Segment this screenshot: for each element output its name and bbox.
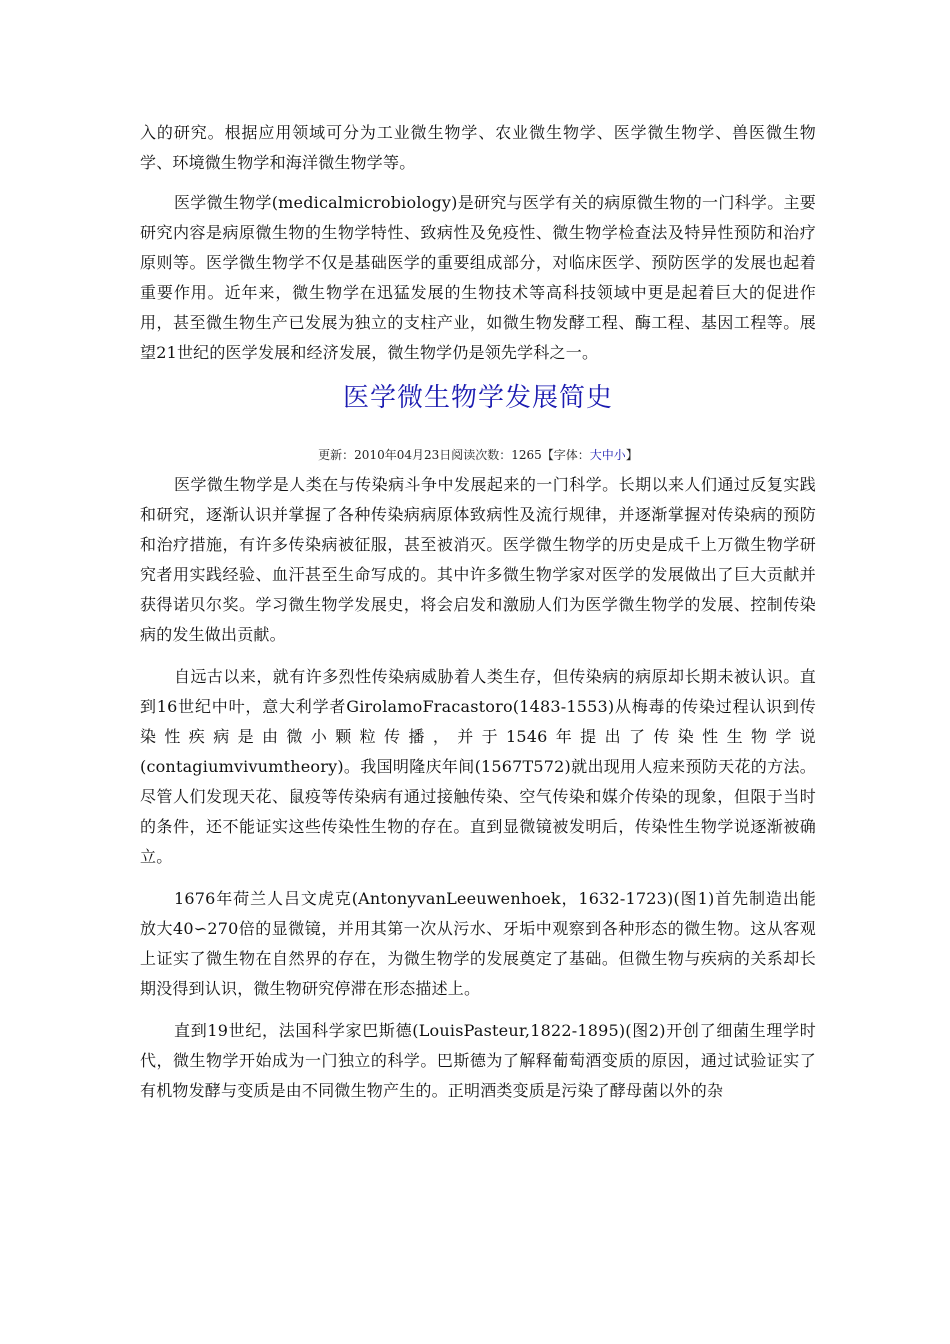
paragraph-pasteur: 直到19世纪，法国科学家巴斯德(LouisPasteur,1822-1895)(图2)开创了细菌生理学时代，微生物学开始成为一门独立的科学。巴斯德为了解释葡萄酒变质的原因，通过试验证实了有机物发酵与变质是由不同微生物产生的。正明酒类变质是污染了酵母菌以外的杂 — [140, 1021, 816, 1100]
paragraph-history-intro: 医学微生物学是人类在与传染病斗争中发展起来的一门科学。长期以来人们通过反复实践和研究，逐渐认识并掌握了各种传染病病原体致病性及流行规律，并逐渐掌握对传染病的预防和治疗措施，有许多传染病被征服，甚至被消灭。医学微生物学的历史是成千上万微生物学研究者用实践经验、血汗甚至生命写成的。其中许多微生物学家对医学的发展做出了巨大贡献并获得诺贝尔奖。学习微生物学发展史，将会启发和激励人们为医学微生物学的发展、控制传染病的发生做出贡献。 — [140, 475, 816, 644]
meta-update-and-views: 更新：2010年04月23日阅读次数：1265【字体： — [318, 448, 590, 462]
paragraph-ancient-epidemics: 自远古以来，就有许多烈性传染病威胁着人类生存，但传染病的病原却长期未被认识。直到16世纪中叶，意大利学者GirolamoFracastoro(1483-1553)从梅毒的传染过程认识到传染性疾病是由微小颗粒传播，并于1546年提出了传染性生物学说(contagiumvivumtheory)。我国明隆庆年间(1567T572)就出现用人痘来预防天花的方法。尽管人们发现天花、鼠疫等传染病有通过接触传染、空气传染和媒介传染的现象，但限于当时的条件，还不能证实这些传染性生物的存在。直到显微镜被发明后，传染性生物学说逐渐被确立。 — [140, 667, 816, 866]
meta-close-bracket: 】 — [625, 448, 638, 462]
document-page — [140, 118, 816, 1106]
font-size-links[interactable]: 大中小 — [589, 448, 626, 462]
paragraph-leeuwenhoek: 1676年荷兰人吕文虎克(AntonyvanLeeuwenhoek，1632-1723)(图1)首先制造出能放大40∽270倍的显微镜，并用其第一次从污水、牙垢中观察到各种形态的微生物。这从客观上证实了微生物在自然界的存在，为微生物学的发展奠定了基础。但微生物与疾病的关系却长期没得到认识，微生物研究停滞在形态描述上。 — [140, 889, 816, 998]
paragraph-medical-microbiology-definition: 医学微生物学(medicalmicrobiology)是研究与医学有关的病原微生物的一门科学。主要研究内容是病原微生物的生物学特性、致病性及免疫性、微生物学检查法及特异性预防和治疗原则等。医学微生物学不仅是基础医学的重要组成部分，对临床医学、预防医学的发展也起着重要作用。近年来，微生物学在迅猛发展的生物技术等高科技领域中更是起着巨大的促进作用，甚至微生物生产已发展为独立的支柱产业，如微生物发酵工程、酶工程、基因工程等。展望21世纪的医学发展和经济发展，微生物学仍是领先学科之一。 — [140, 193, 816, 362]
paragraph-intro-continued: 入的研究。根据应用领域可分为工业微生物学、农业微生物学、医学微生物学、兽医微生物学、环境微生物学和海洋微生物学等。 — [140, 123, 816, 172]
article-title: 医学微生物学发展简史 — [342, 383, 613, 413]
article-meta — [140, 444, 816, 466]
